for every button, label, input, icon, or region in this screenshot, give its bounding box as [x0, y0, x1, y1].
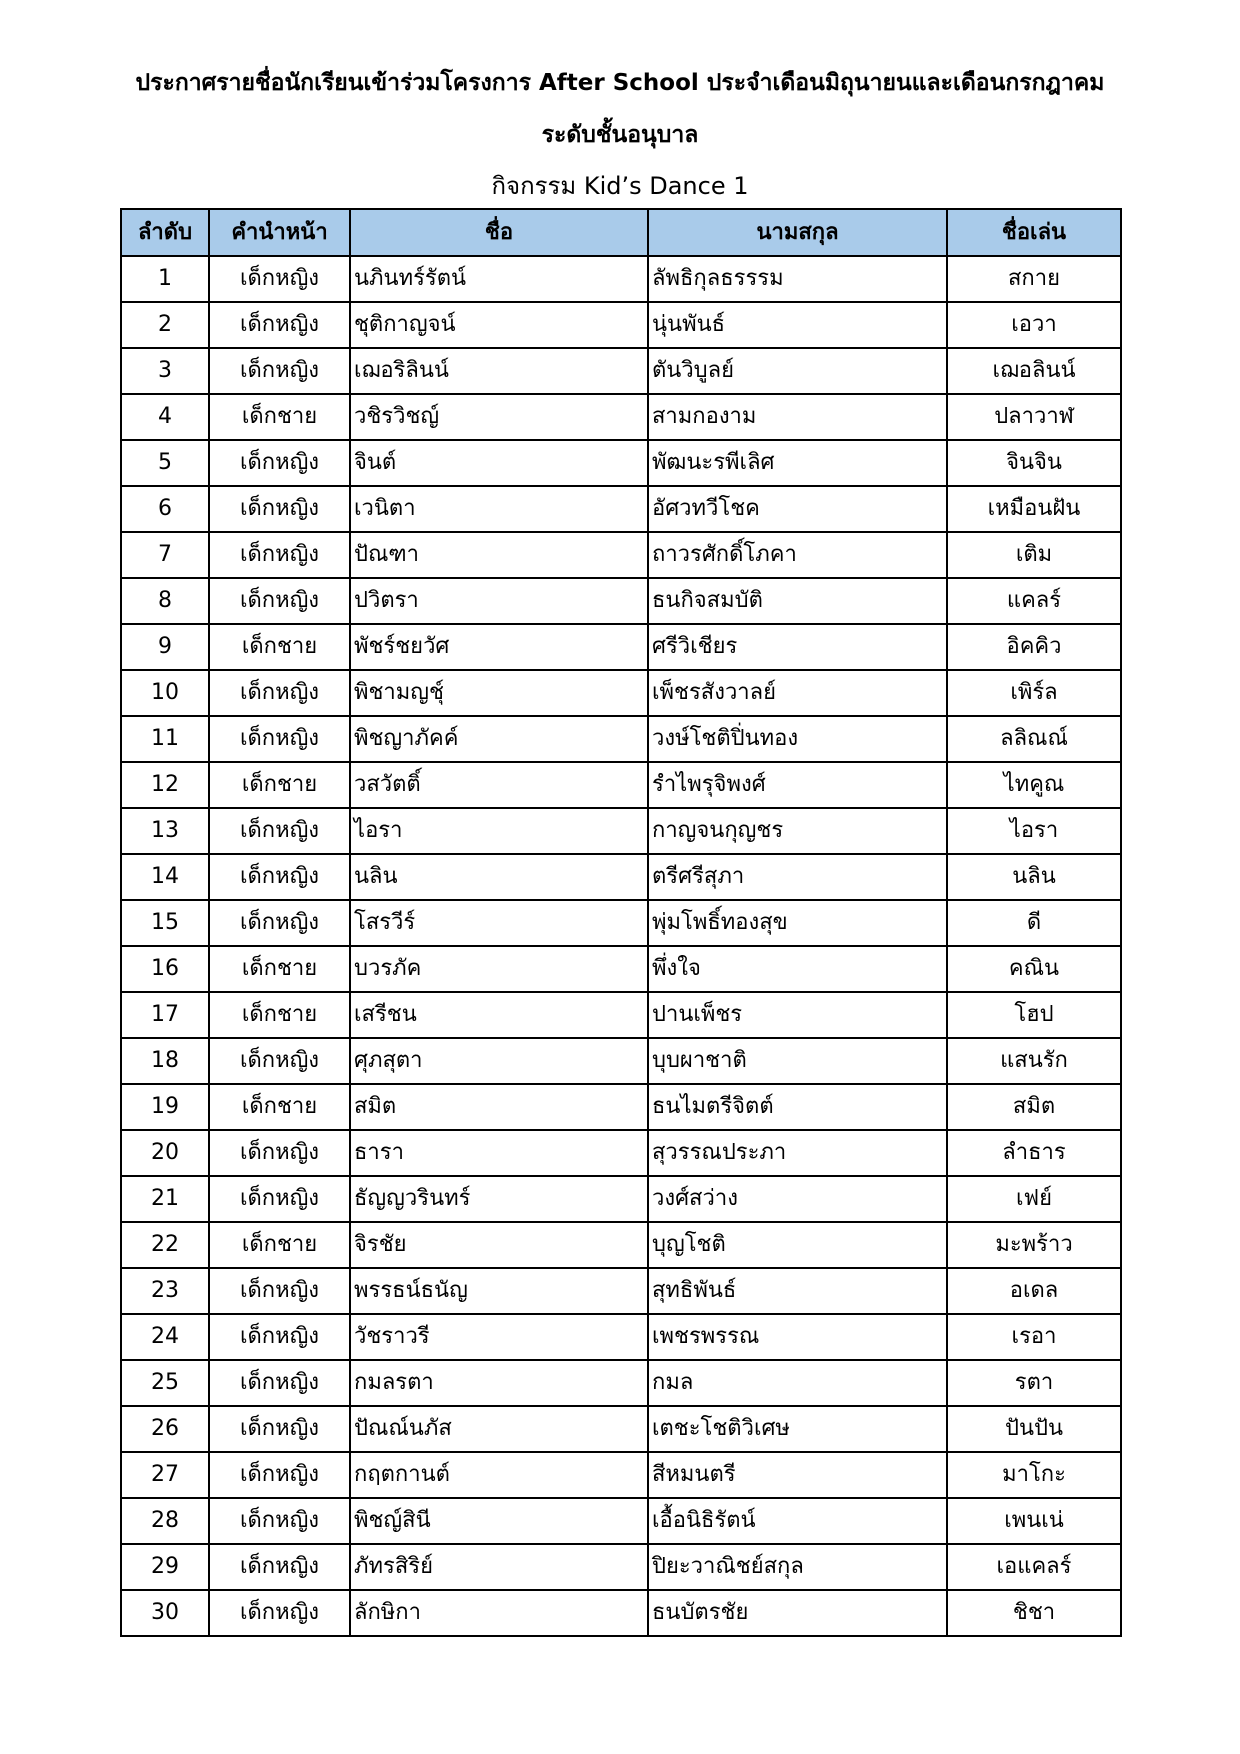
first-name-cell: พิชญาภัคค์ — [350, 716, 648, 762]
nickname-cell: ปันปัน — [947, 1406, 1121, 1452]
nickname-cell: ดี — [947, 900, 1121, 946]
first-name-cell: นลิน — [350, 854, 648, 900]
last-name-cell: พึ่งใจ — [648, 946, 947, 992]
header-prefix: คำนำหน้า — [209, 209, 350, 256]
prefix-cell: เด็กหญิง — [209, 348, 350, 394]
prefix-cell: เด็กชาย — [209, 946, 350, 992]
first-name-cell: เวนิตา — [350, 486, 648, 532]
first-name-cell: พิชญ์สินี — [350, 1498, 648, 1544]
first-name-cell: นภินทร์รัตน์ — [350, 256, 648, 302]
first-name-cell: จินต์ — [350, 440, 648, 486]
order-cell: 1 — [121, 256, 209, 302]
prefix-cell: เด็กหญิง — [209, 1406, 350, 1452]
last-name-cell: ถาวรศักดิ์โภคา — [648, 532, 947, 578]
nickname-cell: ลำธาร — [947, 1130, 1121, 1176]
prefix-cell: เด็กหญิง — [209, 1360, 350, 1406]
first-name-cell: ปวิตรา — [350, 578, 648, 624]
nickname-cell: เหมือนฝัน — [947, 486, 1121, 532]
first-name-cell: ลักษิกา — [350, 1590, 648, 1636]
header-order: ลำดับ — [121, 209, 209, 256]
nickname-cell: แคลร์ — [947, 578, 1121, 624]
prefix-cell: เด็กหญิง — [209, 900, 350, 946]
nickname-cell: โฮป — [947, 992, 1121, 1038]
prefix-cell: เด็กหญิง — [209, 256, 350, 302]
first-name-cell: พรรธน์ธนัญ — [350, 1268, 648, 1314]
prefix-cell: เด็กหญิง — [209, 1498, 350, 1544]
nickname-cell: เติม — [947, 532, 1121, 578]
first-name-cell: จิรชัย — [350, 1222, 648, 1268]
table-row — [121, 1544, 1121, 1590]
table-row — [121, 1360, 1121, 1406]
last-name-cell: พัฒนะรพีเลิศ — [648, 440, 947, 486]
last-name-cell: ตรีศรีสุภา — [648, 854, 947, 900]
last-name-cell: ธนไมตรีจิตต์ — [648, 1084, 947, 1130]
table-row — [121, 578, 1121, 624]
prefix-cell: เด็กหญิง — [209, 440, 350, 486]
order-cell: 29 — [121, 1544, 209, 1590]
table-row — [121, 532, 1121, 578]
last-name-cell: สุวรรณประภา — [648, 1130, 947, 1176]
table-row — [121, 440, 1121, 486]
order-cell: 18 — [121, 1038, 209, 1084]
nickname-cell: รตา — [947, 1360, 1121, 1406]
last-name-cell: ศรีวิเชียร — [648, 624, 947, 670]
last-name-cell: วงศ์สว่าง — [648, 1176, 947, 1222]
prefix-cell: เด็กหญิง — [209, 1590, 350, 1636]
table-body — [121, 256, 1121, 1636]
order-cell: 3 — [121, 348, 209, 394]
nickname-cell: ปลาวาฬ — [947, 394, 1121, 440]
first-name-cell: พิชามญชุ์ — [350, 670, 648, 716]
header-nickname: ชื่อเล่น — [947, 209, 1121, 256]
order-cell: 8 — [121, 578, 209, 624]
prefix-cell: เด็กหญิง — [209, 532, 350, 578]
first-name-cell: เสรีชน — [350, 992, 648, 1038]
first-name-cell: ศุภสุตา — [350, 1038, 648, 1084]
prefix-cell: เด็กหญิง — [209, 808, 350, 854]
activity-title: กิจกรรม Kid’s Dance 1 — [491, 172, 749, 200]
nickname-cell: ไอรา — [947, 808, 1121, 854]
order-cell: 26 — [121, 1406, 209, 1452]
table-row — [121, 900, 1121, 946]
last-name-cell: กมล — [648, 1360, 947, 1406]
prefix-cell: เด็กหญิง — [209, 1038, 350, 1084]
prefix-cell: เด็กหญิง — [209, 716, 350, 762]
table-row — [121, 256, 1121, 302]
nickname-cell: มะพร้าว — [947, 1222, 1121, 1268]
prefix-cell: เด็กหญิง — [209, 1452, 350, 1498]
prefix-cell: เด็กหญิง — [209, 486, 350, 532]
last-name-cell: บุญโชติ — [648, 1222, 947, 1268]
order-cell: 20 — [121, 1130, 209, 1176]
last-name-cell: ลัพธิกุลธรรรม — [648, 256, 947, 302]
nickname-cell: นลิน — [947, 854, 1121, 900]
prefix-cell: เด็กชาย — [209, 1222, 350, 1268]
last-name-cell: เตชะโชติวิเศษ — [648, 1406, 947, 1452]
order-cell: 12 — [121, 762, 209, 808]
table-row — [121, 1268, 1121, 1314]
order-cell: 19 — [121, 1084, 209, 1130]
order-cell: 13 — [121, 808, 209, 854]
grade-level-title: ระดับชั้นอนุบาล — [541, 122, 699, 148]
order-cell: 21 — [121, 1176, 209, 1222]
table-row — [121, 1038, 1121, 1084]
prefix-cell: เด็กชาย — [209, 762, 350, 808]
order-cell: 6 — [121, 486, 209, 532]
order-cell: 5 — [121, 440, 209, 486]
table-row — [121, 992, 1121, 1038]
prefix-cell: เด็กหญิง — [209, 578, 350, 624]
nickname-cell: คณิน — [947, 946, 1121, 992]
last-name-cell: บุบผาชาติ — [648, 1038, 947, 1084]
order-cell: 24 — [121, 1314, 209, 1360]
nickname-cell: สมิต — [947, 1084, 1121, 1130]
first-name-cell: ธารา — [350, 1130, 648, 1176]
table-row — [121, 670, 1121, 716]
last-name-cell: เพชรพรรณ — [648, 1314, 947, 1360]
last-name-cell: สุทธิพันธ์ — [648, 1268, 947, 1314]
announcement-title: ประกาศรายชื่อนักเรียนเข้าร่วมโครงการ After School ประจำเดือนมิถุนายนและเดือนกรกฎาคม — [135, 70, 1105, 96]
last-name-cell: เอื้อนิธิรัตน์ — [648, 1498, 947, 1544]
nickname-cell: จินจิน — [947, 440, 1121, 486]
table-row — [121, 854, 1121, 900]
order-cell: 25 — [121, 1360, 209, 1406]
order-cell: 16 — [121, 946, 209, 992]
last-name-cell: สีหมนตรี — [648, 1452, 947, 1498]
last-name-cell: รำไพรุจิพงศ์ — [648, 762, 947, 808]
first-name-cell: ธัญญวรินทร์ — [350, 1176, 648, 1222]
student-roster-table — [120, 208, 1122, 1637]
table-row — [121, 1176, 1121, 1222]
order-cell: 11 — [121, 716, 209, 762]
table-row — [121, 1130, 1121, 1176]
table-row — [121, 394, 1121, 440]
table-row — [121, 1084, 1121, 1130]
first-name-cell: กฤตกานต์ — [350, 1452, 648, 1498]
order-cell: 15 — [121, 900, 209, 946]
header-first-name: ชื่อ — [350, 209, 648, 256]
last-name-cell: กาญจนกุญชร — [648, 808, 947, 854]
table-row — [121, 1590, 1121, 1636]
last-name-cell: ตันวิบูลย์ — [648, 348, 947, 394]
last-name-cell: ปานเพ็ชร — [648, 992, 947, 1038]
prefix-cell: เด็กหญิง — [209, 670, 350, 716]
first-name-cell: ปัณฑา — [350, 532, 648, 578]
prefix-cell: เด็กชาย — [209, 992, 350, 1038]
table-row — [121, 808, 1121, 854]
order-cell: 27 — [121, 1452, 209, 1498]
table-row — [121, 1452, 1121, 1498]
last-name-cell: ปิยะวาณิชย์สกุล — [648, 1544, 947, 1590]
last-name-cell: พุ่มโพธิ์ทองสุข — [648, 900, 947, 946]
last-name-cell: วงษ์โชติปิ่นทอง — [648, 716, 947, 762]
first-name-cell: กมลรตา — [350, 1360, 648, 1406]
last-name-cell: นุ่นพันธ์ — [648, 302, 947, 348]
last-name-cell: อัศวทวีโชค — [648, 486, 947, 532]
first-name-cell: วสวัตติ์ — [350, 762, 648, 808]
first-name-cell: บวรภัค — [350, 946, 648, 992]
prefix-cell: เด็กหญิง — [209, 1314, 350, 1360]
prefix-cell: เด็กหญิง — [209, 854, 350, 900]
order-cell: 30 — [121, 1590, 209, 1636]
prefix-cell: เด็กหญิง — [209, 1130, 350, 1176]
first-name-cell: ชุติกาญจน์ — [350, 302, 648, 348]
order-cell: 7 — [121, 532, 209, 578]
order-cell: 23 — [121, 1268, 209, 1314]
first-name-cell: ปัณณ์นภัส — [350, 1406, 648, 1452]
order-cell: 17 — [121, 992, 209, 1038]
first-name-cell: โสรวีร์ — [350, 900, 648, 946]
nickname-cell: แสนรัก — [947, 1038, 1121, 1084]
order-cell: 28 — [121, 1498, 209, 1544]
nickname-cell: ลลิณณ์ — [947, 716, 1121, 762]
table-row — [121, 486, 1121, 532]
header-row — [121, 209, 1121, 256]
prefix-cell: เด็กหญิง — [209, 302, 350, 348]
last-name-cell: สามกองาม — [648, 394, 947, 440]
nickname-cell: เอวา — [947, 302, 1121, 348]
nickname-cell: เฌอลินน์ — [947, 348, 1121, 394]
order-cell: 22 — [121, 1222, 209, 1268]
nickname-cell: ชิชา — [947, 1590, 1121, 1636]
table-row — [121, 1222, 1121, 1268]
prefix-cell: เด็กหญิง — [209, 1176, 350, 1222]
first-name-cell: ไอรา — [350, 808, 648, 854]
table-row — [121, 1498, 1121, 1544]
table-row — [121, 348, 1121, 394]
prefix-cell: เด็กชาย — [209, 394, 350, 440]
nickname-cell: เพนเน่ — [947, 1498, 1121, 1544]
first-name-cell: เฌอริลินน์ — [350, 348, 648, 394]
prefix-cell: เด็กหญิง — [209, 1268, 350, 1314]
table-row — [121, 1406, 1121, 1452]
nickname-cell: มาโกะ — [947, 1452, 1121, 1498]
order-cell: 10 — [121, 670, 209, 716]
table-row — [121, 716, 1121, 762]
order-cell: 14 — [121, 854, 209, 900]
nickname-cell: เพิร์ล — [947, 670, 1121, 716]
prefix-cell: เด็กหญิง — [209, 1544, 350, 1590]
first-name-cell: วชิรวิชญ์ — [350, 394, 648, 440]
nickname-cell: เอแคลร์ — [947, 1544, 1121, 1590]
table-row — [121, 946, 1121, 992]
first-name-cell: วัชราวรี — [350, 1314, 648, 1360]
table-row — [121, 302, 1121, 348]
table-row — [121, 762, 1121, 808]
first-name-cell: ภัทรสิริย์ — [350, 1544, 648, 1590]
nickname-cell: สกาย — [947, 256, 1121, 302]
order-cell: 4 — [121, 394, 209, 440]
last-name-cell: เพ็ชรสังวาลย์ — [648, 670, 947, 716]
prefix-cell: เด็กชาย — [209, 1084, 350, 1130]
first-name-cell: สมิต — [350, 1084, 648, 1130]
nickname-cell: เรอา — [947, 1314, 1121, 1360]
table-header — [121, 209, 1121, 256]
nickname-cell: เฟย์ — [947, 1176, 1121, 1222]
nickname-cell: ไทคูณ — [947, 762, 1121, 808]
prefix-cell: เด็กชาย — [209, 624, 350, 670]
first-name-cell: พัชร์ชยวัศ — [350, 624, 648, 670]
order-cell: 2 — [121, 302, 209, 348]
nickname-cell: อิคคิว — [947, 624, 1121, 670]
nickname-cell: อเดล — [947, 1268, 1121, 1314]
table-row — [121, 1314, 1121, 1360]
header-last-name: นามสกุล — [648, 209, 947, 256]
last-name-cell: ธนบัตรชัย — [648, 1590, 947, 1636]
order-cell: 9 — [121, 624, 209, 670]
last-name-cell: ธนกิจสมบัติ — [648, 578, 947, 624]
table-row — [121, 624, 1121, 670]
